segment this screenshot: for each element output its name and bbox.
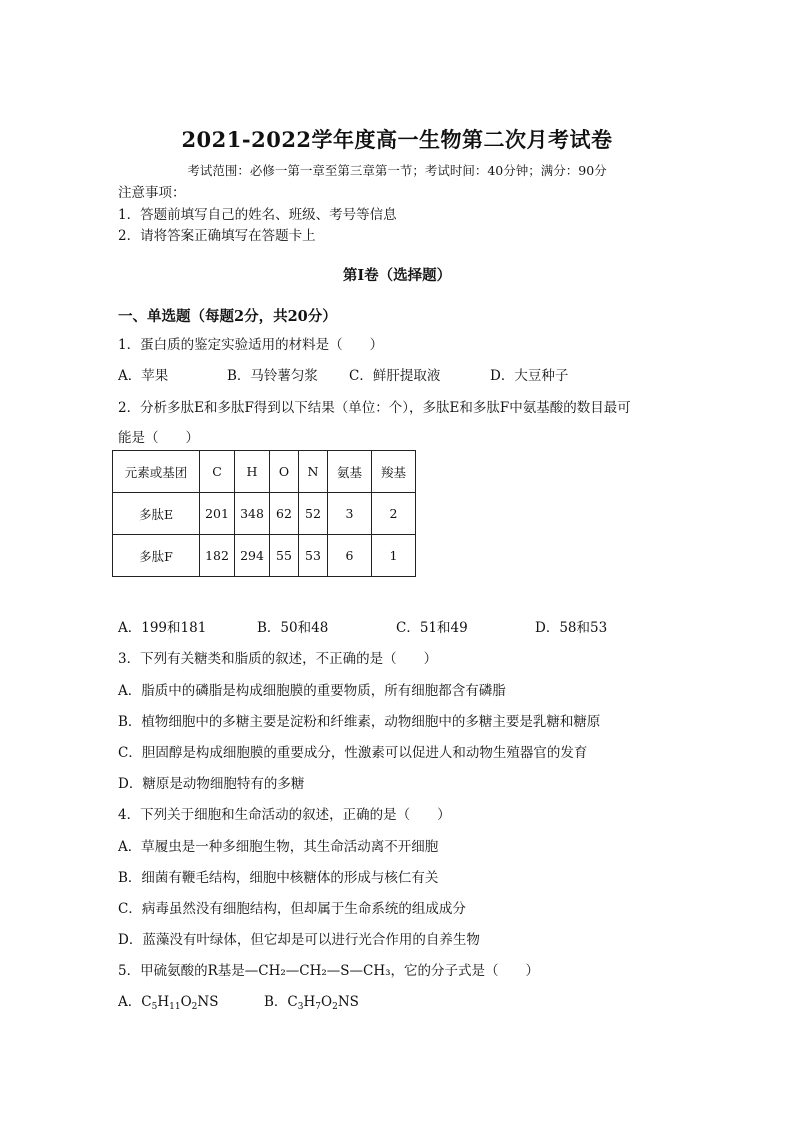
q5-b-part: H	[303, 994, 316, 1010]
q2-option-d: D．58和53	[535, 620, 608, 636]
q4-option-b: B．细菌有鞭毛结构，细胞中核糖体的形成与核仁有关	[118, 870, 439, 886]
table-row	[113, 535, 416, 577]
notice-item-2: 2．请将答案正确填写在答题卡上	[118, 228, 316, 244]
peptide-table	[112, 450, 416, 577]
q3-option-a: A．脂质中的磷脂是构成细胞膜的重要物质，所有细胞都含有磷脂	[118, 683, 506, 699]
q5-a-sub: 11	[169, 1002, 181, 1012]
table-cell: 3	[328, 493, 372, 535]
q1-options	[118, 364, 678, 384]
q3-stem: 3．下列有关糖类和脂质的叙述，不正确的是（ ）	[118, 651, 438, 667]
table-header-cell: O	[270, 451, 299, 493]
q3-option-d: D．糖原是动物细胞特有的多糖	[118, 776, 305, 792]
q5-b-sub: 3	[297, 1002, 304, 1012]
q5-b-label: B．	[264, 994, 288, 1010]
table-cell: 182	[200, 535, 235, 577]
q2-option-c: C．51和49	[396, 620, 468, 636]
q2-options	[118, 616, 678, 636]
q4-option-c: C．病毒虽然没有细胞结构，但却属于生命系统的组成成分	[118, 901, 466, 917]
q5-option-b	[264, 990, 359, 1010]
table-header-cell: 氨基	[328, 451, 372, 493]
q1-stem: 1．蛋白质的鉴定实验适用的材料是（ ）	[118, 337, 384, 353]
q5-b-part: C	[287, 994, 298, 1010]
notice-item-1: 1．答题前填写自己的姓名、班级、考号等信息	[118, 207, 397, 223]
q5-b-sub: 7	[315, 1002, 322, 1012]
table-cell: 55	[270, 535, 299, 577]
table-cell: 多肽E	[113, 493, 200, 535]
q1-option-a: A．苹果	[118, 368, 169, 384]
table-cell: 348	[235, 493, 270, 535]
table-row	[113, 493, 416, 535]
q5-b-sub: 2	[332, 1002, 338, 1012]
q5-a-part: C	[141, 994, 152, 1010]
table-header-cell: 羧基	[372, 451, 416, 493]
q4-option-a: A．草履虫是一种多细胞生物，其生命活动离不开细胞	[118, 839, 439, 855]
q5-stem: 5．甲硫氨酸的R基是—CH₂—CH₂—S—CH₃，它的分子式是（ ）	[118, 963, 540, 979]
q5-b-part: NS	[337, 994, 359, 1010]
q2-option-a: A．199和181	[118, 620, 207, 636]
table-header-cell: C	[200, 451, 235, 493]
table-cell: 2	[372, 493, 416, 535]
q3-option-b: B．植物细胞中的多糖主要是淀粉和纤维素，动物细胞中的多糖主要是乳糖和糖原	[118, 714, 601, 730]
q5-b-part: O	[321, 994, 333, 1010]
table-cell: 294	[235, 535, 270, 577]
table-cell: 201	[200, 493, 235, 535]
q2-stem-line2: 能是（ ）	[118, 430, 199, 446]
q5-a-label: A．	[118, 994, 142, 1010]
part-heading: 一、单选题（每题2分，共20分）	[118, 308, 337, 325]
table-header-row	[113, 451, 416, 493]
table-cell: 52	[299, 493, 328, 535]
q4-stem: 4．下列关于细胞和生命活动的叙述，正确的是（ ）	[118, 807, 451, 823]
table-cell: 6	[328, 535, 372, 577]
table-cell: 53	[299, 535, 328, 577]
q1-option-c: C．鲜肝提取液	[349, 368, 441, 384]
table-header-cell: H	[235, 451, 270, 493]
q3-option-c: C．胆固醇是构成细胞膜的重要成分，性激素可以促进人和动物生殖器官的发育	[118, 745, 588, 761]
q5-a-sub: 2	[191, 1002, 198, 1012]
q5-a-part: H	[157, 994, 170, 1010]
table-cell: 多肽F	[113, 535, 200, 577]
q5-a-part: O	[180, 994, 192, 1010]
section-heading: 第I卷（选择题）	[342, 267, 452, 284]
notice-heading: 注意事项：	[118, 185, 186, 201]
table-header-cell: N	[299, 451, 328, 493]
q4-option-d: D．蓝藻没有叶绿体，但它却是可以进行光合作用的自养生物	[118, 932, 480, 948]
q5-options	[118, 990, 678, 1010]
table-header-cell: 元素或基团	[113, 451, 200, 493]
q2-option-b: B．50和48	[257, 620, 329, 636]
exam-scope: 考试范围：必修一第一章至第三章第一节；考试时间：40分钟；满分：90分	[187, 163, 607, 178]
q5-option-a	[118, 990, 218, 1010]
table-cell: 1	[372, 535, 416, 577]
q1-option-b: B．马铃薯匀浆	[227, 368, 318, 384]
q2-stem-line1: 2．分析多肽E和多肽F得到以下结果（单位：个），多肽E和多肽F中氨基酸的数目最可	[118, 400, 631, 416]
table-cell: 62	[270, 493, 299, 535]
q1-option-d: D．大豆种子	[490, 368, 569, 384]
q5-a-sub: 5	[151, 1002, 158, 1012]
page-title: 2021-2022学年度高一生物第二次月考试卷	[181, 127, 613, 152]
q5-a-part: NS	[197, 994, 219, 1010]
